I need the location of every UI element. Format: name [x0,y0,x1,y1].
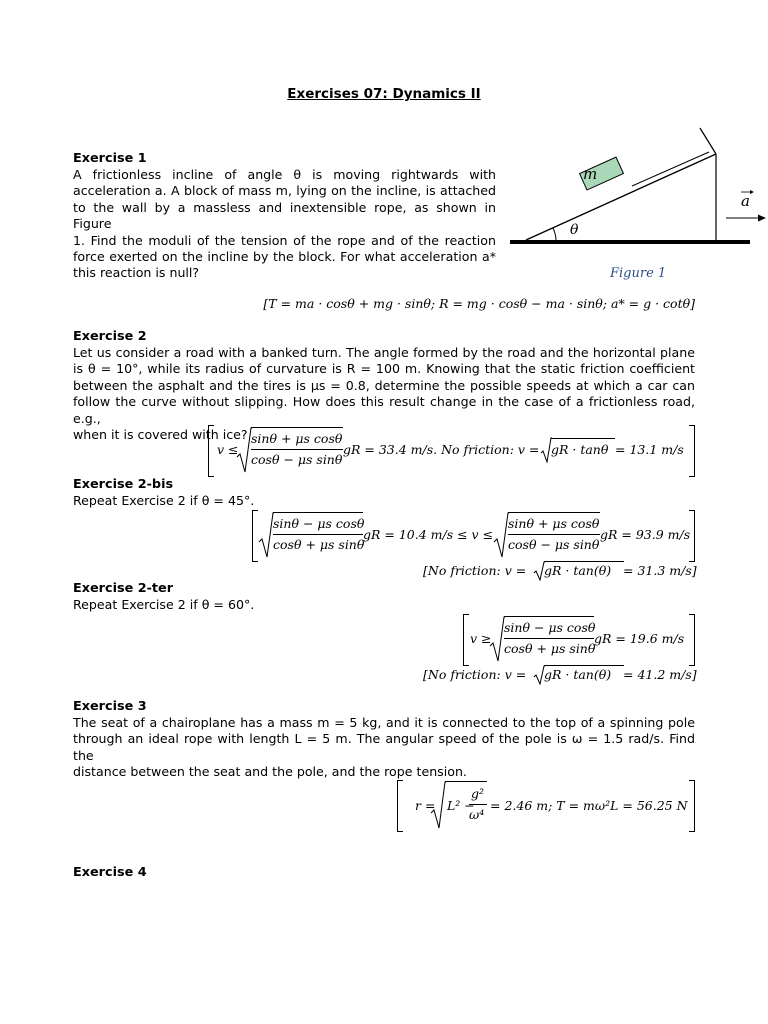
ex1-line: acceleration a. A block of mass m, lying on the incline, is attached [73,183,496,199]
exercise-2bis-heading: Exercise 2-bis [73,477,174,492]
bis-num2: sinθ + μs cosθ [508,516,600,531]
bis-nofric-pre: [No friction: v = [423,563,527,578]
exercise-1-heading: Exercise 1 [73,151,147,166]
exercise-2-answer [208,425,695,477]
exercise-2-heading: Exercise 2 [73,329,147,344]
ter-lhs: v ≥ [470,631,492,646]
sqrt-overline [445,781,487,782]
figure-mass-label: m [583,165,598,183]
ex2-line: between the asphalt and the tires is μs = 0.8, determine the possible speeds at which a car can [73,377,695,393]
ex3-sq-num: g² [471,786,485,801]
ans-den: cosθ − μs sinθ [251,452,343,467]
exercise-2ter-text: Repeat Exercise 2 if θ = 60°. [73,597,255,612]
bis-mid: gR = 10.4 m/s ≤ v ≤ [363,527,494,542]
ter-end: gR = 19.6 m/s [594,631,685,646]
ex3-end: = 2.46 m; T = mω²L = 56.25 N [490,798,688,813]
ans-end: = 13.1 m/s [615,442,684,457]
exercise-3-answer [397,780,695,832]
right-bracket [689,425,695,477]
bis-end: gR = 93.9 m/s [600,527,691,542]
sqrt-sign [236,427,252,473]
ter-den: cosθ + μs sinθ [504,641,596,656]
bis-num1: sinθ − μs cosθ [273,516,365,531]
figure-caption: Figure 1 [610,266,667,281]
bis-den2: cosθ − μs sinθ [508,537,600,552]
exercise-2bis-text: Repeat Exercise 2 if θ = 45°. [73,493,255,508]
ter-num: sinθ − μs cosθ [504,620,596,635]
left-bracket [397,780,403,832]
ex1-line: this reaction is null? [73,265,200,281]
ans-lhs: v ≤ [217,442,239,457]
ans-num: sinθ + μs cosθ [251,431,343,446]
ex2-line: Let us consider a road with a banked turn. The angle formed by the road and the horizontal plane [73,345,695,360]
sqrt-overline [504,616,594,617]
exercise-1-answer: [T = ma · cosθ + mg · sinθ; R = mg · cosθ − ma · sinθ; a* = g · cotθ] [263,296,695,311]
exercise-2ter-nofriction [423,665,695,685]
fraction-bar [508,534,600,535]
ans-sqrt2: gR · tanθ [551,442,609,457]
ex1-line: to the wall by a massless and inextensible rope, as shown in Figure [73,199,496,232]
left-bracket [208,425,214,477]
bis-nofric-end: = 31.3 m/s] [623,563,697,578]
exercise-2bis-nofriction [423,561,695,581]
figure-1 [508,124,768,254]
ter-nofric-end: = 41.2 m/s] [623,667,697,682]
ter-nofric-sqrt: gR · tan(θ) [544,667,612,682]
ex2-line: when it is covered with ice? [73,427,248,443]
ex3-line: The seat of a chairoplane has a mass m = 5 kg, and it is connected to the top of a spinning pole [73,715,695,730]
figure-accel-label: a [741,192,750,210]
exercise-3-text [73,715,695,781]
figure-angle-label: θ [570,222,579,238]
ex1-line: A frictionless incline of angle θ is moving rightwards with [73,167,496,182]
ex3-line: through an ideal rope with length L = 5 m. The angular speed of the pole is ω = 1.5 rad/s. Find the [73,731,695,763]
exercise-2bis-answer [252,510,695,562]
sqrt-overline [544,665,624,666]
ex1-line: 1. Find the moduli of the tension of the rope and of the reaction [73,232,496,248]
exercise-4-heading: Exercise 4 [73,865,147,880]
ex2-line: is θ = 10°, while its radius of curvature is R = 100 m. Knowing that the static friction coefficient [73,361,695,377]
exercise-2ter-answer [463,614,695,666]
fraction-bar [273,534,363,535]
ex3-sq-a: L² − [447,798,475,813]
ex2-line: follow the curve without slipping. How does this result change in the case of a frictionless road, e.g., [73,394,695,426]
exercise-2ter-heading: Exercise 2-ter [73,581,174,596]
ans-rhs: gR = 33.4 m/s. No friction: v = [343,442,540,457]
left-bracket [463,614,469,666]
right-bracket [689,614,695,666]
bis-nofric-sqrt: gR · tan(θ) [544,563,612,578]
right-bracket [689,780,695,832]
sqrt-sign [489,616,505,662]
ex1-line: force exerted on the incline by the block. For what acceleration a* [73,249,496,265]
sqrt-overline [273,512,363,513]
sqrt-sign [430,781,446,829]
fraction-bar [251,449,343,450]
ex3-lhs: r = [415,798,436,813]
page-title: Exercises 07: Dynamics II [287,86,481,102]
sqrt-overline [251,427,343,428]
ex3-line: distance between the seat and the pole, and the rope tension. [73,764,467,780]
sqrt-overline [508,512,600,513]
incline-diagram [508,124,768,254]
sqrt-sign [258,512,274,558]
exercise-3-heading: Exercise 3 [73,699,147,714]
fraction-bar [504,638,594,639]
ter-nofric-pre: [No friction: v = [423,667,527,682]
sqrt-sign [493,512,509,558]
fraction-bar [469,804,487,805]
bis-den1: cosθ + μs sinθ [273,537,365,552]
sqrt-overline [551,438,615,439]
ex3-sq-den: ω⁴ [469,807,485,822]
sqrt-overline [544,561,624,562]
exercise-1-text [73,167,496,282]
